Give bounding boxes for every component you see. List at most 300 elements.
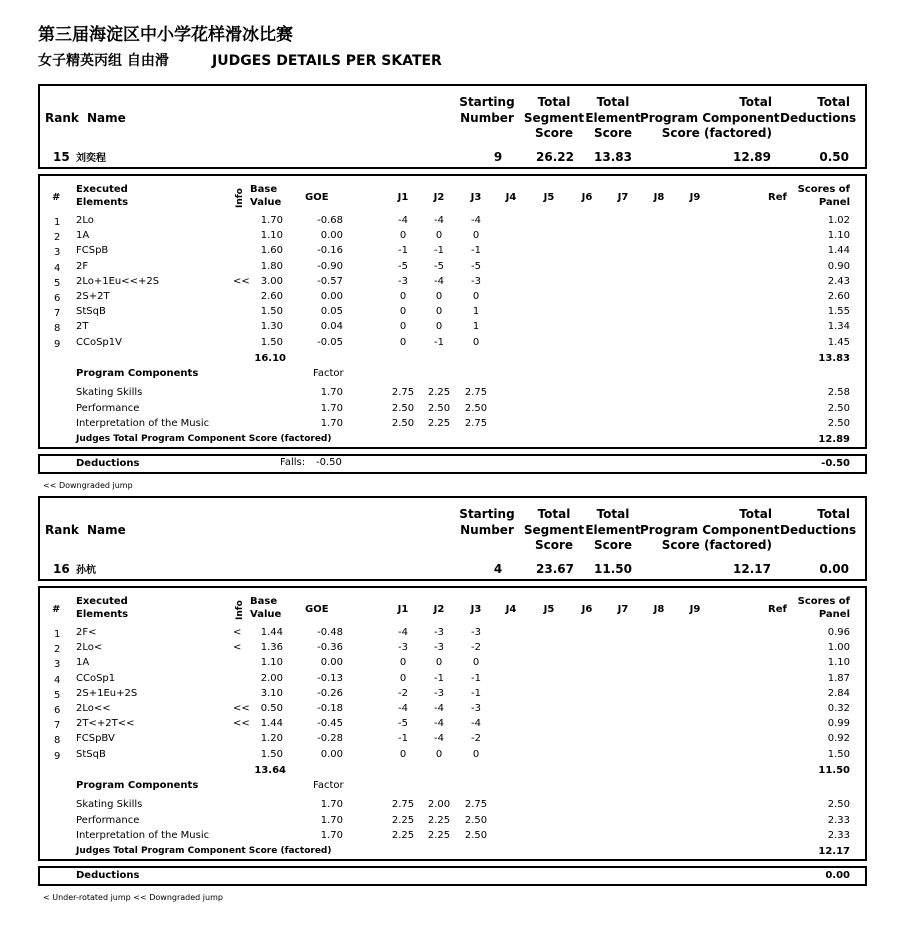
- element-judge-score: -3: [434, 687, 444, 699]
- deductions-label: Deductions: [76, 458, 140, 469]
- component-name: Skating Skills: [76, 799, 143, 810]
- element-judge-score: 0: [435, 321, 443, 333]
- component-factor: 1.70: [320, 799, 343, 810]
- component-name: Interpretation of the Music: [76, 830, 210, 841]
- footnote: < Under-rotated jump << Downgraded jump: [43, 893, 223, 902]
- goe-header: GOE: [305, 192, 329, 203]
- component-name: Interpretation of the Music: [76, 418, 210, 429]
- starting-number-label-line: Starting: [459, 95, 515, 109]
- component-judge-score: 2.50: [427, 402, 451, 414]
- component-name: Performance: [76, 402, 140, 414]
- element-base-value: 1.10: [260, 230, 283, 242]
- element-panel-score: 1.87: [827, 672, 850, 684]
- element-judge-score: 0: [472, 657, 480, 669]
- component-judge-score: 2.75: [464, 387, 488, 398]
- element-code: FCSpB: [76, 245, 109, 257]
- scores-of-panel-header-line: Panel: [818, 197, 850, 208]
- element-base-value: 1.20: [260, 733, 283, 745]
- element-judge-score: -4: [398, 627, 408, 638]
- total-deductions-label: [780, 95, 857, 126]
- element-panel-score: 1.34: [827, 321, 850, 333]
- goe-header: GOE: [305, 604, 329, 615]
- element-code: StSqB: [76, 748, 106, 760]
- total-segment-score-label-line: Segment: [523, 522, 585, 537]
- falls-label: Falls:: [280, 457, 306, 468]
- judge-header-j4: J4: [505, 192, 517, 203]
- component-panel-score: 2.50: [827, 402, 850, 414]
- info-header: Info: [235, 600, 245, 620]
- total-segment-score-label: [521, 507, 587, 554]
- ref-header: Ref: [768, 604, 787, 615]
- deductions-total: 0.00: [825, 870, 850, 881]
- falls-value: -0.50: [316, 457, 342, 468]
- element-num: 6: [54, 705, 61, 716]
- judge-header-j8: J8: [653, 604, 665, 615]
- judge-header-j6: J6: [581, 192, 593, 203]
- rank-value: 16: [53, 562, 70, 576]
- element-judge-score: -2: [471, 733, 481, 745]
- element-num: 3: [54, 247, 61, 259]
- skater-name: 孙杭: [76, 565, 96, 576]
- element-judge-score: 0: [399, 336, 407, 348]
- component-factor: 1.70: [320, 387, 343, 398]
- element-judge-score: 0: [472, 748, 480, 760]
- element-judge-score: -2: [398, 687, 408, 699]
- element-judge-score: -4: [434, 703, 444, 714]
- total-element-score-value: 11.50: [594, 562, 632, 576]
- element-code: 1A: [76, 657, 90, 669]
- element-info: <: [233, 627, 242, 638]
- element-base-value: 2.60: [260, 291, 283, 302]
- element-base-value: 1.60: [260, 245, 283, 257]
- element-panel-score: 1.10: [827, 657, 850, 669]
- element-code: 2T<+2T<<: [76, 718, 135, 730]
- element-judge-score: -4: [434, 733, 444, 745]
- executed-elements-header: [76, 183, 128, 209]
- element-judge-score: -1: [471, 672, 481, 684]
- element-judge-score: 0: [399, 291, 407, 302]
- element-judge-score: -1: [434, 672, 444, 684]
- total-segment-score-label-line: Score: [534, 538, 574, 552]
- total-deductions-value: 0.50: [819, 150, 849, 164]
- component-panel-score: 2.33: [827, 830, 850, 841]
- num-header: #: [52, 604, 61, 615]
- element-judge-score: 1: [472, 321, 480, 333]
- element-goe: 0.00: [320, 291, 343, 302]
- element-num: 7: [54, 720, 61, 732]
- element-goe: 0.00: [320, 230, 343, 242]
- element-num: 5: [54, 277, 61, 289]
- element-judge-score: -3: [471, 703, 481, 714]
- starting-number-label: [456, 507, 518, 538]
- starting-number-label-line: Number: [460, 110, 514, 125]
- total-element-score-label-line: Score: [593, 126, 633, 140]
- total-deductions-label-line: Total: [817, 95, 850, 109]
- program-components-header: Program Components: [76, 368, 199, 379]
- element-panel-score: 0.90: [827, 260, 850, 272]
- component-judge-score: 2.00: [427, 799, 451, 810]
- total-element-score-value: 13.83: [594, 150, 632, 164]
- total-pcs-label-line: Total: [739, 95, 772, 109]
- element-base-value: 1.50: [260, 336, 283, 348]
- judges-total-pcs-value: 12.17: [818, 846, 850, 857]
- element-goe: -0.57: [317, 275, 343, 287]
- element-code: CCoSp1: [76, 672, 116, 684]
- element-base-value: 3.10: [260, 687, 283, 699]
- element-judge-score: -3: [434, 642, 444, 654]
- name-label: Name: [87, 523, 126, 537]
- total-element-score-label-line: Total: [596, 95, 630, 109]
- footnote: << Downgraded jump: [43, 481, 133, 490]
- element-judge-score: -4: [434, 215, 444, 226]
- element-info: <<: [233, 275, 250, 287]
- element-judge-score: -1: [434, 336, 444, 348]
- element-judge-score: 0: [435, 748, 443, 760]
- element-judge-score: 1: [472, 306, 480, 318]
- element-code: FCSpBV: [76, 733, 115, 745]
- element-judge-score: -4: [398, 215, 408, 226]
- element-code: 2T: [76, 321, 89, 333]
- judge-header-j2: J2: [433, 604, 445, 615]
- component-judge-score: 2.75: [464, 418, 488, 429]
- element-num: 7: [54, 308, 61, 320]
- element-num: 8: [54, 735, 61, 747]
- element-goe: -0.48: [317, 627, 343, 638]
- component-judge-score: 2.25: [391, 830, 415, 841]
- element-judge-score: 0: [399, 230, 407, 242]
- scores-of-panel-header-line: Scores of: [797, 184, 850, 195]
- total-pcs-value: 12.89: [733, 150, 771, 164]
- element-judge-score: -2: [471, 642, 481, 654]
- total-pcs-value: 12.17: [733, 562, 771, 576]
- deductions-box: [38, 866, 867, 886]
- total-segment-score-label: [521, 95, 587, 142]
- judge-header-j4: J4: [505, 604, 517, 615]
- component-judge-score: 2.50: [464, 830, 488, 841]
- component-factor: 1.70: [320, 418, 343, 429]
- base-value-header-line: Base: [250, 184, 278, 195]
- executed-elements-header-line: Elements: [76, 609, 129, 620]
- element-judge-score: 0: [399, 657, 407, 669]
- total-element-score-label-line: Element: [585, 522, 641, 537]
- element-judge-score: -3: [434, 627, 444, 638]
- component-panel-score: 2.50: [827, 418, 850, 429]
- judge-header-j2: J2: [433, 192, 445, 203]
- executed-elements-header: [76, 595, 128, 621]
- element-judge-score: -3: [471, 627, 481, 638]
- element-panel-score: 0.96: [827, 627, 850, 638]
- element-judge-score: -1: [398, 245, 408, 257]
- element-base-value: 1.30: [260, 321, 283, 333]
- starting-number-label-line: Number: [460, 522, 514, 537]
- element-base-value: 0.50: [260, 703, 283, 714]
- element-judge-score: -3: [398, 642, 408, 654]
- element-code: CCoSp1V: [76, 336, 122, 348]
- skater-name: 刘奕程: [76, 153, 106, 164]
- component-judge-score: 2.25: [427, 387, 451, 398]
- element-judge-score: -4: [434, 718, 444, 730]
- element-judge-score: -1: [434, 245, 444, 257]
- element-goe: -0.68: [317, 215, 343, 226]
- executed-elements-header-line: Executed: [76, 184, 128, 195]
- component-factor: 1.70: [320, 830, 343, 841]
- element-info: <<: [233, 703, 250, 714]
- judge-header-j5: J5: [543, 192, 555, 203]
- element-panel-score: 2.84: [827, 687, 850, 699]
- element-num: 6: [54, 293, 61, 304]
- element-panel-score: 1.50: [827, 748, 850, 760]
- element-base-value: 1.50: [260, 748, 283, 760]
- element-judge-score: -4: [434, 275, 444, 287]
- element-base-value: 2.00: [260, 672, 283, 684]
- total-segment-score-label-line: Segment: [523, 110, 585, 125]
- element-info: <: [233, 642, 242, 654]
- total-element-score-label-line: Total: [596, 507, 630, 521]
- element-base-value: 1.80: [260, 260, 283, 272]
- component-panel-score: 2.33: [827, 814, 850, 826]
- element-code: 2Lo<<: [76, 703, 111, 714]
- total-segment-score-value: 23.67: [536, 562, 574, 576]
- total-deductions-label-line: Deductions: [780, 110, 857, 125]
- base-value-header: [250, 183, 281, 209]
- elements-score-total: 13.83: [818, 353, 850, 364]
- elements-score-total: 11.50: [818, 765, 850, 776]
- element-num: 9: [54, 338, 61, 350]
- total-element-score-label-line: Element: [585, 110, 641, 125]
- element-panel-score: 1.02: [827, 215, 850, 226]
- element-num: 8: [54, 323, 61, 335]
- element-info: <<: [233, 718, 250, 730]
- scores-of-panel-header-line: Panel: [818, 609, 850, 620]
- element-code: 2Lo<: [76, 642, 103, 654]
- element-goe: 0.04: [320, 321, 343, 333]
- component-judge-score: 2.50: [391, 418, 415, 429]
- factor-header: Factor: [313, 780, 344, 791]
- element-goe: -0.13: [317, 672, 343, 684]
- element-panel-score: 1.45: [827, 336, 850, 348]
- element-judge-score: -3: [471, 275, 481, 287]
- judges-total-pcs-label: Judges Total Program Component Score (factored): [76, 434, 332, 444]
- element-num: 1: [54, 629, 61, 640]
- starting-number-value: 4: [493, 562, 503, 576]
- element-base-value: 3.00: [260, 275, 283, 287]
- element-judge-score: -4: [398, 703, 408, 714]
- element-judge-score: 0: [472, 291, 480, 302]
- deductions-total: -0.50: [821, 458, 850, 469]
- element-num: 4: [54, 674, 61, 686]
- judge-header-j7: J7: [617, 604, 629, 615]
- element-base-value: 1.70: [260, 215, 283, 226]
- element-base-value: 1.36: [260, 642, 283, 654]
- total-pcs-label-line: Program Component: [640, 110, 780, 125]
- element-base-value: 1.50: [260, 306, 283, 318]
- judge-header-j6: J6: [581, 604, 593, 615]
- element-judge-score: -1: [398, 733, 408, 745]
- judge-header-j1: J1: [397, 192, 409, 203]
- element-num: 3: [54, 659, 61, 671]
- element-goe: -0.18: [317, 703, 343, 714]
- component-judge-score: 2.75: [391, 387, 415, 398]
- total-deductions-label-line: Total: [817, 507, 850, 521]
- base-value-header-line: Base: [250, 596, 278, 607]
- element-goe: 0.00: [320, 657, 343, 669]
- total-deductions-label-line: Deductions: [780, 522, 857, 537]
- component-judge-score: 2.75: [391, 799, 415, 810]
- element-panel-score: 0.92: [827, 733, 850, 745]
- starting-number-value: 9: [493, 150, 503, 164]
- element-code: 2S+2T: [76, 291, 110, 302]
- judge-header-j8: J8: [653, 192, 665, 203]
- component-judge-score: 2.25: [427, 418, 451, 429]
- element-goe: -0.26: [317, 687, 343, 699]
- element-panel-score: 2.43: [827, 275, 850, 287]
- rank-value: 15: [53, 150, 70, 164]
- element-judge-score: 0: [472, 230, 480, 242]
- total-element-score-label: [580, 507, 646, 554]
- element-judge-score: -4: [471, 718, 481, 730]
- component-panel-score: 2.50: [827, 799, 850, 810]
- element-num: 2: [54, 232, 61, 244]
- total-element-score-label-line: Score: [593, 538, 633, 552]
- element-goe: -0.90: [317, 260, 343, 272]
- element-base-value: 1.44: [260, 627, 283, 638]
- factor-header: Factor: [313, 368, 344, 379]
- rank-label: Rank: [45, 111, 79, 125]
- component-name: Performance: [76, 814, 140, 826]
- element-code: 2Lo+1Eu<<+2S: [76, 275, 160, 287]
- event-title: 第三届海淀区中小学花样滑冰比赛: [38, 25, 293, 45]
- element-num: 5: [54, 689, 61, 701]
- total-deductions-label: [780, 507, 857, 538]
- element-panel-score: 0.99: [827, 718, 850, 730]
- deductions-label: Deductions: [76, 870, 140, 881]
- component-judge-score: 2.50: [464, 402, 488, 414]
- element-code: 2F: [76, 260, 89, 272]
- judge-header-j3: J3: [470, 604, 482, 615]
- element-code: StSqB: [76, 306, 106, 318]
- element-judge-score: -5: [471, 260, 481, 272]
- info-header: Info: [235, 188, 245, 208]
- element-num: 9: [54, 750, 61, 762]
- element-judge-score: -5: [398, 718, 408, 730]
- element-panel-score: 1.00: [827, 642, 850, 654]
- component-panel-score: 2.58: [827, 387, 850, 398]
- element-judge-score: -5: [398, 260, 408, 272]
- executed-elements-header-line: Executed: [76, 596, 128, 607]
- scores-of-panel-header-line: Scores of: [797, 596, 850, 607]
- total-segment-score-value: 26.22: [536, 150, 574, 164]
- base-value-header: [250, 595, 281, 621]
- total-pcs-label: [640, 95, 780, 142]
- element-judge-score: 0: [399, 306, 407, 318]
- element-judge-score: -3: [398, 275, 408, 287]
- element-num: 2: [54, 644, 61, 656]
- component-judge-score: 2.25: [391, 814, 415, 826]
- base-value-header-line: Value: [250, 197, 282, 208]
- element-judge-score: -1: [471, 245, 481, 257]
- total-pcs-label-line: Total: [739, 507, 772, 521]
- element-judge-score: 0: [472, 336, 480, 348]
- element-judge-score: 0: [435, 657, 443, 669]
- element-panel-score: 2.60: [827, 291, 850, 302]
- component-factor: 1.70: [320, 402, 343, 414]
- judge-header-j1: J1: [397, 604, 409, 615]
- element-num: 4: [54, 262, 61, 274]
- element-panel-score: 0.32: [827, 703, 850, 714]
- component-judge-score: 2.75: [464, 799, 488, 810]
- num-header: #: [52, 192, 61, 203]
- element-code: 1A: [76, 230, 90, 242]
- judge-header-j9: J9: [689, 604, 701, 615]
- element-judge-score: -5: [434, 260, 444, 272]
- element-panel-score: 1.55: [827, 306, 850, 318]
- executed-elements-header-line: Elements: [76, 197, 129, 208]
- scores-of-panel-header: [790, 183, 850, 209]
- base-value-header-line: Value: [250, 609, 282, 620]
- scores-of-panel-header: [790, 595, 850, 621]
- element-panel-score: 1.10: [827, 230, 850, 242]
- element-judge-score: -4: [471, 215, 481, 226]
- element-judge-score: 0: [399, 748, 407, 760]
- rank-label: Rank: [45, 523, 79, 537]
- ref-header: Ref: [768, 192, 787, 203]
- total-pcs-label: [640, 507, 780, 554]
- judges-total-pcs-label: Judges Total Program Component Score (factored): [76, 846, 332, 856]
- element-goe: 0.05: [320, 306, 343, 318]
- program-components-header: Program Components: [76, 780, 199, 791]
- total-element-score-label: [580, 95, 646, 142]
- starting-number-label-line: Starting: [459, 507, 515, 521]
- element-code: 2F<: [76, 627, 97, 638]
- deductions-box: [38, 454, 867, 474]
- component-judge-score: 2.25: [427, 814, 451, 826]
- element-judge-score: -1: [471, 687, 481, 699]
- report-title: JUDGES DETAILS PER SKATER: [212, 53, 442, 69]
- element-goe: -0.28: [317, 733, 343, 745]
- component-judge-score: 2.25: [427, 830, 451, 841]
- element-goe: 0.00: [320, 748, 343, 760]
- judge-header-j5: J5: [543, 604, 555, 615]
- element-judge-score: 0: [435, 291, 443, 302]
- base-value-total: 13.64: [254, 765, 286, 776]
- total-pcs-label-line: Program Component: [640, 522, 780, 537]
- element-base-value: 1.10: [260, 657, 283, 669]
- total-pcs-label-line: Score (factored): [661, 126, 772, 140]
- name-label: Name: [87, 111, 126, 125]
- base-value-total: 16.10: [254, 353, 286, 364]
- total-segment-score-label-line: Total: [537, 507, 571, 521]
- component-name: Skating Skills: [76, 387, 143, 398]
- element-panel-score: 1.44: [827, 245, 850, 257]
- element-judge-score: 0: [399, 321, 407, 333]
- element-code: 2Lo: [76, 215, 94, 226]
- total-segment-score-label-line: Total: [537, 95, 571, 109]
- element-judge-score: 0: [435, 230, 443, 242]
- judges-total-pcs-value: 12.89: [818, 434, 850, 445]
- total-segment-score-label-line: Score: [534, 126, 574, 140]
- total-deductions-value: 0.00: [819, 562, 849, 576]
- element-judge-score: 0: [399, 672, 407, 684]
- judge-header-j7: J7: [617, 192, 629, 203]
- element-goe: -0.45: [317, 718, 343, 730]
- element-code: 2S+1Eu+2S: [76, 687, 138, 699]
- component-judge-score: 2.50: [464, 814, 488, 826]
- total-pcs-label-line: Score (factored): [661, 538, 772, 552]
- element-num: 1: [54, 217, 61, 228]
- element-goe: -0.05: [317, 336, 343, 348]
- element-goe: -0.36: [317, 642, 343, 654]
- component-judge-score: 2.50: [391, 402, 415, 414]
